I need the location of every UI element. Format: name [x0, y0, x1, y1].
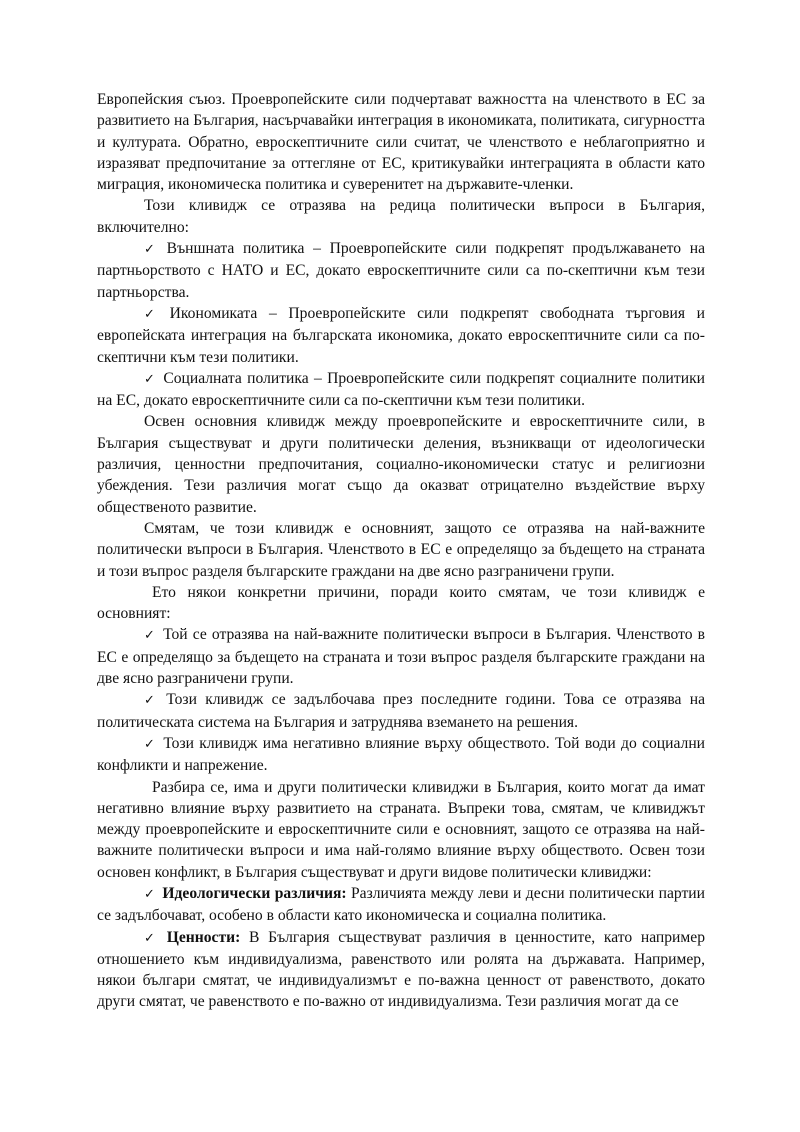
- checkmark-icon: ✓: [144, 930, 155, 946]
- checkmark-icon: ✓: [144, 886, 155, 902]
- document-page: [97, 89, 705, 1013]
- checkmark-icon: ✓: [144, 306, 155, 322]
- checkmark-icon: ✓: [144, 242, 155, 258]
- bullet-label: Идеологически различия:: [162, 884, 347, 902]
- bullet-social-policy: [97, 368, 705, 412]
- checkmark-icon: ✓: [144, 736, 155, 752]
- paragraph-other-divisions: Освен основния кливидж между проевропейските и евроскептичните сили, в България съществуват и други политически деления, възникващи от идеологически различия, ценностни предпочитания, социално-икономически статус и религиозни убеждения. Тези различия могат също да оказват отрицателно въздействие върху общественото развитие.: [97, 413, 705, 516]
- bullet-economy: [97, 303, 705, 368]
- bullet-label: Ценности:: [166, 928, 241, 946]
- bullet-reason-deepening: [97, 689, 705, 733]
- checkmark-icon: ✓: [144, 628, 155, 644]
- paragraph-reasons-intro: Ето някои конкретни причини, поради които смятам, че този кливидж е основният:: [97, 583, 705, 623]
- paragraph-main-cleavage: Смятам, че този кливидж е основният, защото се отразява на най-важните политически въпроси в България. Членството в ЕС е определящо за бъдещето на страната и този въпрос разделя българските граждани на две ясно разграничени групи.: [97, 519, 705, 580]
- checkmark-icon: ✓: [144, 693, 155, 709]
- bullet-text: Социалната политика – Проевропейските сили подкрепят социалните политики на ЕС, докато евроскептичните сили са по-скептични към тези политики.: [97, 369, 705, 410]
- bullet-text: Различията между леви и десни политически партии се задълбочават, особено в области като икономическа и социална политика.: [97, 884, 705, 925]
- bullet-reason-important-issues: [97, 624, 705, 689]
- paragraph-issues-intro: Този кливидж се отразява на редица политически въпроси в България, включително:: [97, 197, 705, 236]
- bullet-foreign-policy: [97, 238, 705, 303]
- paragraph-eu-intro: Европейския съюз. Проевропейските сили подчертават важността на членството в ЕС за развитието на България, насърчавайки интеграция в икономиката, политиката, сигурността и културата. Обратно, евроскептичните сили считат, че членството е неблагоприятно и изразяват предпочитание за оттегляне от ЕС, критикувайки интеграцията в области като миграция, икономическа политика и суверенитет на държавите-членки.: [97, 91, 705, 194]
- bullet-text: Той се отразява на най-важните политически въпроси в България. Членството в ЕС е определящо за бъдещето на страната и този въпрос разделя българските граждани на две ясно разграничени групи.: [97, 626, 705, 688]
- bullet-text: Външната политика – Проевропейските сили подкрепят продължаването на партньорството с НАТО и ЕС, докато евроскептичните сили са по-скептични към тези партньорства.: [97, 240, 705, 301]
- bullet-text: Този кливидж има негативно влияние върху обществото. Той води до социални конфликти и напрежение.: [97, 734, 706, 775]
- bullet-values: [97, 927, 705, 1013]
- checkmark-icon: ✓: [144, 371, 155, 387]
- bullet-ideological-differences: [97, 883, 705, 927]
- bullet-reason-negative-impact: [97, 733, 705, 777]
- bullet-text: Този кливидж се задълбочава през последните години. Това се отразява на политическата система на България и затруднява вземането на решения.: [97, 691, 705, 731]
- bullet-text: Икономиката – Проевропейските сили подкрепят свободната търговия и европейската интеграция на българската икономика, докато евроскептичните сили са по-скептични към тези политики.: [97, 304, 705, 366]
- paragraph-other-cleavages: Разбира се, има и други политически кливиджи в България, които могат да имат негативно влияние върху развитието на страната. Въпреки това, смятам, че кливиджът между проевропейските и евроскептичните сили е основният, защото се отразява на най-важните политически въпроси и има най-голямо влияние върху обществото. Освен този основен конфликт, в България съществуват и други видове политически кливиджи:: [97, 778, 705, 881]
- bullet-text: В България съществуват различия в ценностите, като например отношението към индивидуализма, равенството или ролята на държавата. Например, някои българи смятат, че индивидуализмът е по-важна ценност от равенството, докато други смятат, че равенството е по-важно от индивидуализма. Тези различия могат да се: [97, 928, 705, 1011]
